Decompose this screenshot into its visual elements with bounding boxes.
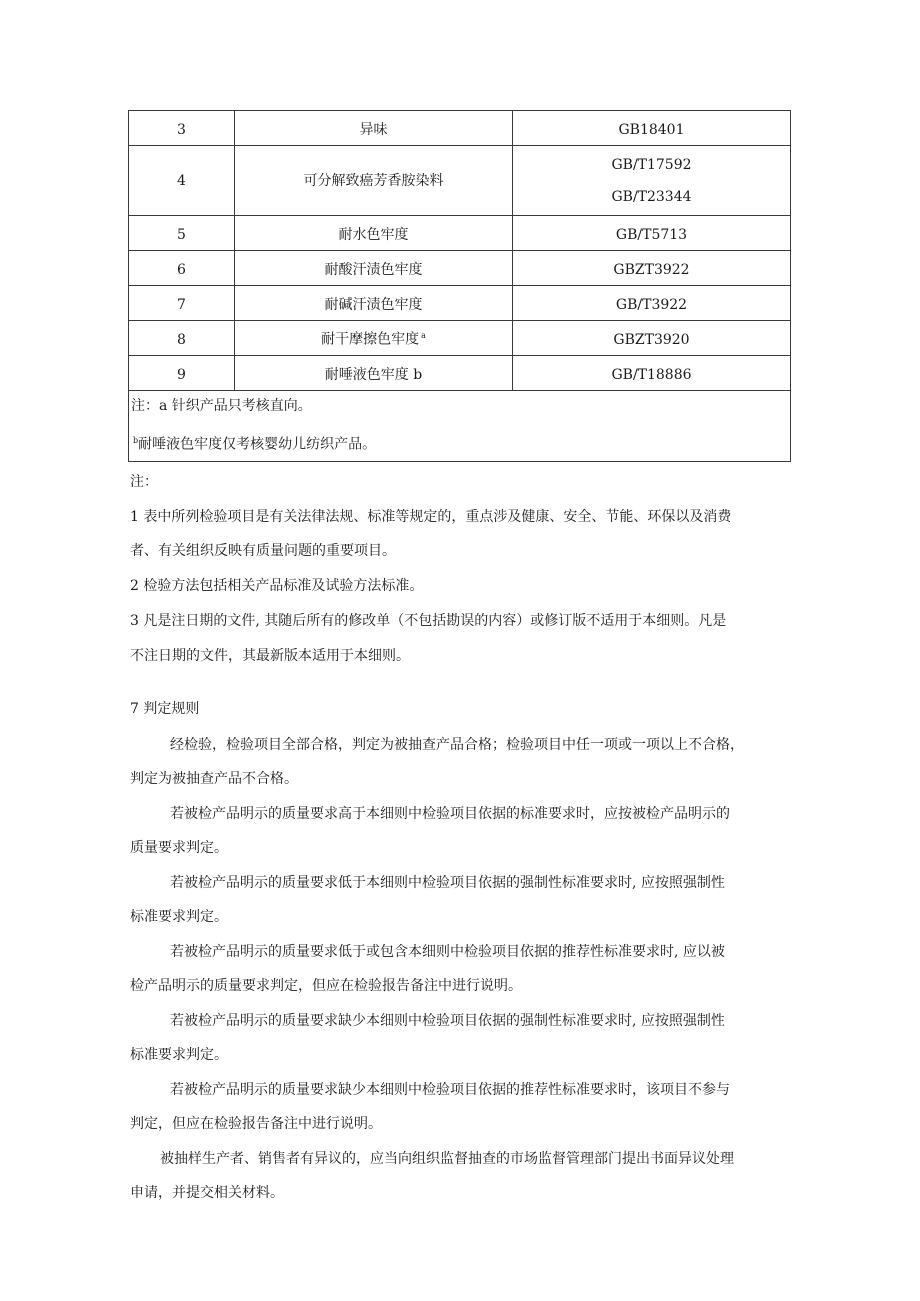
- row-number: 9: [129, 356, 235, 391]
- table-row: [129, 321, 791, 356]
- paragraph-6-line-1: 若被检产品明示的质量要求缺少本细则中检验项目依据的推荐性标准要求时，该项目不参与: [170, 1082, 730, 1098]
- inspection-item: 耐干摩擦色牢度 $^a$: [235, 321, 513, 356]
- paragraph-4-line-1: 若被检产品明示的质量要求低于或包含本细则中检验项目依据的推荐性标准要求时, 应以被: [170, 944, 725, 960]
- inspection-item: 耐酸汗渍色牢度: [235, 251, 513, 286]
- test-method: GBZT3922: [513, 251, 791, 286]
- row-number: 6: [129, 251, 235, 286]
- paragraph-5-line-1: 若被检产品明示的质量要求缺少本细则中检验项目依据的强制性标准要求时, 应按照强制性: [170, 1013, 725, 1029]
- paragraph-1-line-1: 经检验，检验项目全部合格，判定为被抽查产品合格；检验项目中任一项或一项以上不合格，: [170, 737, 744, 753]
- row-number: 3: [129, 111, 235, 146]
- test-method: [513, 146, 791, 216]
- inspection-item: 耐唾液色牢度 b: [235, 356, 513, 391]
- paragraph-5-line-2: 标准要求判定。: [130, 1047, 228, 1063]
- test-method-line: GB/T23344: [611, 188, 692, 205]
- table-note-line: $^b$耐唾液色牢度仅考核婴幼儿纺织产品。: [133, 436, 377, 453]
- paragraph-4-line-2: 检产品明示的质量要求判定，但应在检验报告备注中进行说明。: [130, 978, 522, 994]
- inspection-item: 耐碱汗渍色牢度: [235, 286, 513, 321]
- table-note-row: [129, 391, 791, 462]
- footnote-mark: a: [421, 331, 426, 341]
- paragraph-1-line-2: 判定为被抽查产品不合格。: [130, 771, 298, 787]
- test-method-line: GB/T17592: [611, 156, 692, 173]
- test-method: GBZT3920: [513, 321, 791, 356]
- inspection-items-table: [128, 110, 791, 462]
- footnote-mark: b: [133, 436, 139, 445]
- inspection-item: 异味: [235, 111, 513, 146]
- table-row: [129, 111, 791, 146]
- paragraph-3-line-1: 若被检产品明示的质量要求低于本细则中检验项目依据的强制性标准要求时, 应按照强制性: [170, 875, 725, 891]
- row-number: 4: [129, 146, 235, 216]
- row-number: 8: [129, 321, 235, 356]
- paragraph-3-line-2: 标准要求判定。: [130, 909, 228, 925]
- table-note-line: 注：a 针织产品只考核直向。: [131, 398, 312, 414]
- paragraph-2-line-2: 质量要求判定。: [130, 840, 228, 856]
- notes-heading: 注：: [130, 474, 158, 490]
- table-row: [129, 251, 791, 286]
- table-row: [129, 146, 791, 216]
- note-1-line-2: 者、有关组织反映有质量问题的重要项目。: [130, 543, 396, 559]
- note-2: 2 检验方法包括相关产品标准及试验方法标准。: [130, 578, 424, 594]
- paragraph-6-line-2: 判定，但应在检验报告备注中进行说明。: [130, 1116, 382, 1132]
- test-method: GB/T18886: [513, 356, 791, 391]
- row-number: 5: [129, 216, 235, 251]
- section-heading: 7 判定规则: [130, 701, 200, 717]
- paragraph-7-line-1: 被抽样生产者、销售者有异议的，应当向组织监督抽查的市场监督管理部门提出书面异议处理: [160, 1151, 734, 1167]
- note-3-line-2: 不注日期的文件，其最新版本适用于本细则。: [130, 648, 410, 664]
- table-row: [129, 216, 791, 251]
- table-row: [129, 356, 791, 391]
- table-row: [129, 286, 791, 321]
- test-method: GB/T5713: [513, 216, 791, 251]
- inspection-item: 耐水色牢度: [235, 216, 513, 251]
- note-3-line-1: 3 凡是注日期的文件, 其随后所有的修改单（不包括勘误的内容）或修订版不适用于本细则。凡是: [130, 613, 727, 629]
- test-method: GB/T3922: [513, 286, 791, 321]
- note-1-line-1: 1 表中所列检验项目是有关法律法规、标准等规定的，重点涉及健康、安全、节能、环保以及消费: [130, 509, 732, 525]
- paragraph-2-line-1: 若被检产品明示的质量要求高于本细则中检验项目依据的标准要求时，应按被检产品明示的: [170, 806, 730, 822]
- row-number: 7: [129, 286, 235, 321]
- inspection-item: 可分解致癌芳香胺染料: [235, 146, 513, 216]
- test-method: GB18401: [513, 111, 791, 146]
- paragraph-7-line-2: 申请，并提交相关材料。: [130, 1185, 284, 1201]
- table-note: [129, 391, 791, 462]
